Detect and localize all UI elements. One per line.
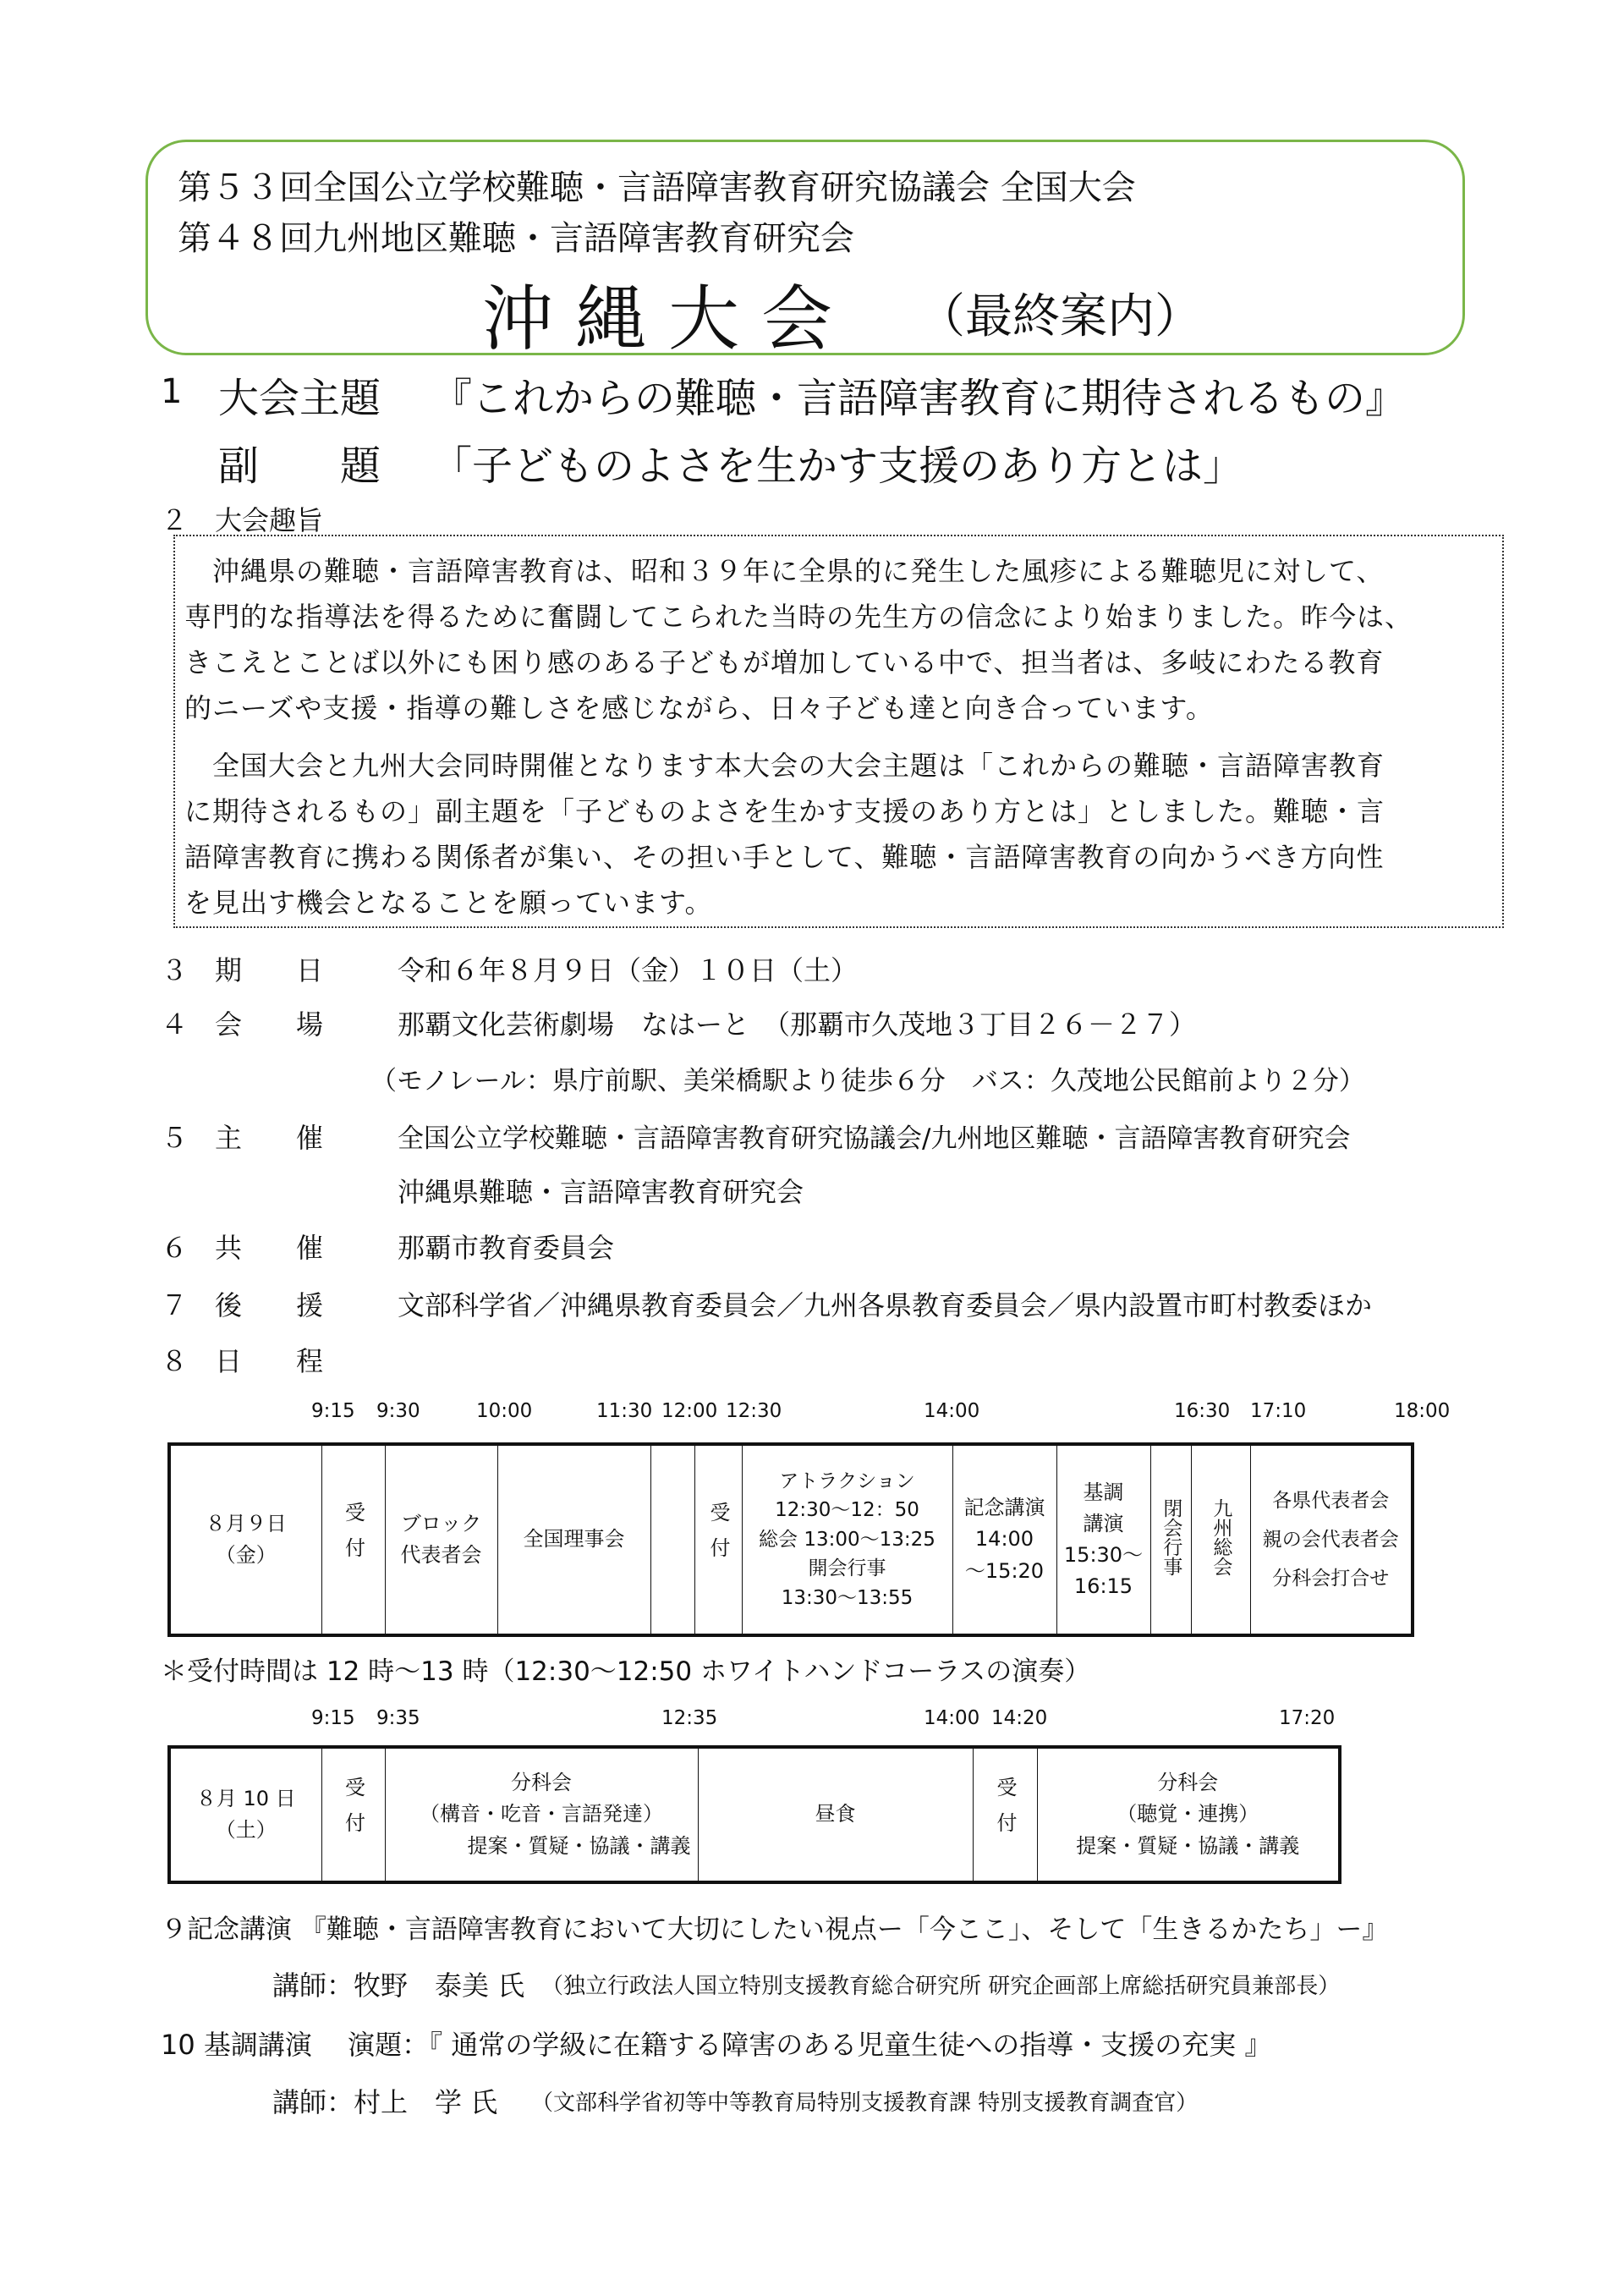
keynote-time-start: 15:30～: [1063, 1543, 1144, 1567]
keynote-speaker: 講師：村上 学 氏: [272, 2086, 498, 2118]
timeline-tick: 14:20: [991, 1707, 1048, 1729]
theme-label: 大会主題: [218, 375, 381, 422]
attraction-label: アトラクション: [779, 1469, 915, 1492]
keynote-title: 10 基調講演 演題：『 通常の学級に在籍する障害のある児童生徒への指導・支援の充実 』: [161, 2029, 1272, 2061]
closing-label: 閉会行事: [1160, 1497, 1182, 1576]
closing-cell: [1150, 1444, 1191, 1635]
timeline-tick: 9:35: [376, 1707, 420, 1729]
lecture-cell: [952, 1444, 1056, 1635]
schedule-table-day1: [167, 1442, 1414, 1637]
block-rep-cell: [385, 1444, 497, 1635]
board-label: 全国理事会: [523, 1527, 625, 1552]
lecture-title: ９記念講演 『難聴・言語障害教育において大切にしたい視点ー「今ここ」、そして「生きるかたち」ー』: [161, 1914, 1389, 1945]
schedule-label: ８ 日 程: [161, 1345, 324, 1377]
purpose-line: 的ニーズや支援・指導の難しさを感じながら、日々子ども達と向き合っています。: [184, 692, 1214, 724]
keynote-time-end: 16:15: [1073, 1574, 1133, 1599]
support-label: ７ 後 援: [161, 1289, 324, 1321]
purpose-line: 専門的な指導法を得るために奮闘してこられた当時の先生方の信念により始まりました。昨今は、: [184, 601, 1413, 633]
organizer-label: ５ 主 催: [161, 1122, 324, 1154]
timeline-tick: 9:30: [376, 1400, 420, 1422]
reception2-label: 受付: [993, 1776, 1017, 1848]
reception-label: 受付: [341, 1776, 365, 1848]
timeline-tick: 14:00: [924, 1400, 980, 1422]
day2-reception-cell: [321, 1747, 385, 1882]
session2-topic: （聴覚・連携）: [1116, 1802, 1259, 1826]
purpose-line: に期待されるもの」副主題を「子どものよさを生かす支援のあり方とは」としました。難聴・言: [184, 795, 1385, 827]
lecture-speaker: 講師：牧野 泰美 氏: [272, 1969, 525, 2002]
day1-reception2-cell: [694, 1444, 742, 1635]
lecture-time-end: ～15:20: [964, 1558, 1045, 1583]
schedule-table-day2: [167, 1745, 1341, 1884]
main-title: 沖縄大会: [482, 277, 855, 360]
reception-label: 受付: [341, 1501, 365, 1573]
subtheme-text: 「子どものよさを生かす支援のあり方とは」: [431, 442, 1244, 490]
lunch-label: 昼食: [815, 1802, 856, 1826]
purpose-line: 語障害教育に携わる関係者が集い、その担い手として、難聴・言語障害教育の向かうべき方向性: [184, 841, 1385, 873]
venue-value: 那覇文化芸術劇場 なはーと （那覇市久茂地３丁目２６－２７）: [398, 1008, 1197, 1041]
timeline-tick: 17:20: [1279, 1707, 1336, 1729]
kyushu-cell: [1191, 1444, 1250, 1635]
timeline-tick: 9:15: [311, 1707, 355, 1729]
opening-block-cell: [742, 1444, 952, 1635]
pref-rep-label: 各県代表者会: [1272, 1490, 1390, 1512]
purpose-line: を見出す機会となることを願っています。: [184, 887, 713, 919]
session2-title: 分科会: [1157, 1771, 1219, 1795]
empty-cell: [650, 1444, 694, 1635]
lunch-cell: [698, 1747, 973, 1882]
keynote-label: 基調講演: [1083, 1480, 1124, 1535]
session1-cell: [385, 1747, 698, 1882]
purpose-heading: ２ 大会趣旨: [161, 504, 324, 536]
reception2-label: 受付: [706, 1501, 730, 1573]
timeline-tick: 9:15: [311, 1400, 355, 1422]
day1-reception-cell: [321, 1444, 385, 1635]
timeline-tick: 17:10: [1250, 1400, 1307, 1422]
keynote-speaker-affiliation: （文部科学省初等中等教育局特別支援教育課 特別支援教育調査官）: [531, 2090, 1199, 2116]
kyushu-label: 九州総会: [1210, 1497, 1232, 1576]
theme-number: 1: [161, 372, 183, 411]
day2-date-cell: [169, 1747, 321, 1882]
block-rep-label: ブロック代表者会: [400, 1511, 482, 1567]
session2-format: 提案・質疑・協議・講義: [1076, 1833, 1300, 1858]
session1-format: 提案・質疑・協議・講義: [467, 1833, 691, 1858]
cohost-value: 那覇市教育委員会: [398, 1232, 615, 1264]
timeline-tick: 14:00: [924, 1707, 980, 1729]
organizer-value-2: 沖縄県難聴・言語障害教育研究会: [398, 1176, 804, 1208]
session1-title: 分科会: [511, 1771, 572, 1795]
purpose-line: きこえとことば以外にも困り感のある子どもが増加している中で、担当者は、多岐にわたる教育: [184, 646, 1385, 678]
lecture-speaker-affiliation: （独立行政法人国立特別支援教育総合研究所 研究企画部上席総括研究員兼部長）: [541, 1974, 1341, 1999]
day2-reception2-cell: [973, 1747, 1037, 1882]
reception-note: ＊受付時間は 12 時～13 時（12:30～12:50 ホワイトハンドコーラスの演奏）: [161, 1656, 1091, 1687]
title-subtitle: （最終案内）: [918, 289, 1202, 344]
sub-meeting-prep-label: 分科会打合せ: [1272, 1568, 1390, 1590]
parents-rep-label: 親の会代表者会: [1262, 1529, 1399, 1551]
timeline-tick: 11:30: [596, 1400, 653, 1422]
venue-access-note: （モノレール：県庁前駅、美栄橋駅より徒歩６分 バス：久茂地公民館前より２分）: [370, 1066, 1365, 1096]
lecture-label: 記念講演: [963, 1496, 1045, 1520]
timeline-tick: 12:00: [661, 1400, 718, 1422]
timeline-tick: 10:00: [476, 1400, 533, 1422]
header-line-2: 第４８回九州地区難聴・言語障害教育研究会: [178, 219, 854, 258]
purpose-line: 全国大会と九州大会同時開催となります本大会の大会主題は「これからの難聴・言語障害教育: [184, 750, 1385, 782]
timeline-tick: 12:35: [661, 1707, 718, 1729]
header-line-1: 第５３回全国公立学校難聴・言語障害教育研究協議会 全国大会: [178, 168, 1136, 207]
board-cell: [497, 1444, 650, 1635]
timeline-tick: 18:00: [1394, 1400, 1451, 1422]
timeline-tick: 16:30: [1174, 1400, 1231, 1422]
subtheme-label: 副 題: [218, 442, 381, 490]
opening-label: 開会行事: [808, 1557, 886, 1580]
timeline-tick: 12:30: [726, 1400, 782, 1422]
purpose-line: 沖縄県の難聴・言語障害教育は、昭和３９年に全県的に発生した風疹による難聴児に対して、: [184, 555, 1385, 587]
date-label: ３ 期 日: [161, 954, 324, 986]
date-value: 令和６年８月９日（金）１０日（土）: [398, 954, 859, 986]
support-value: 文部科学省／沖縄県教育委員会／九州各県教育委員会／県内設置市町村教委ほか: [398, 1289, 1373, 1321]
day1-date-cell: [169, 1444, 321, 1635]
theme-text: 『これからの難聴・言語障害教育に期待されるもの』: [431, 375, 1407, 422]
session1-topic: （構音・吃音・言語発達）: [420, 1802, 663, 1826]
evening-cell: [1250, 1444, 1413, 1635]
cohost-label: ６ 共 催: [161, 1232, 324, 1264]
keynote-cell: [1056, 1444, 1150, 1635]
organizer-value-1: 全国公立学校難聴・言語障害教育研究協議会/九州地区難聴・言語障害教育研究会: [398, 1123, 1351, 1154]
day1-date: ８月９日: [205, 1511, 287, 1535]
general-meeting-label: 総会 13:00～13:25: [759, 1528, 935, 1551]
session2-cell: [1037, 1747, 1340, 1882]
day1-dow: （金）: [215, 1543, 277, 1567]
day2-dow: （土）: [215, 1818, 277, 1842]
day2-date: ８月 10 日: [195, 1786, 296, 1810]
attraction-time: 12:30～12：50: [775, 1499, 919, 1522]
lecture-time-start: 14:00: [974, 1527, 1034, 1552]
venue-label: ４ 会 場: [161, 1008, 324, 1041]
opening-time: 13:30～13:55: [781, 1586, 914, 1609]
